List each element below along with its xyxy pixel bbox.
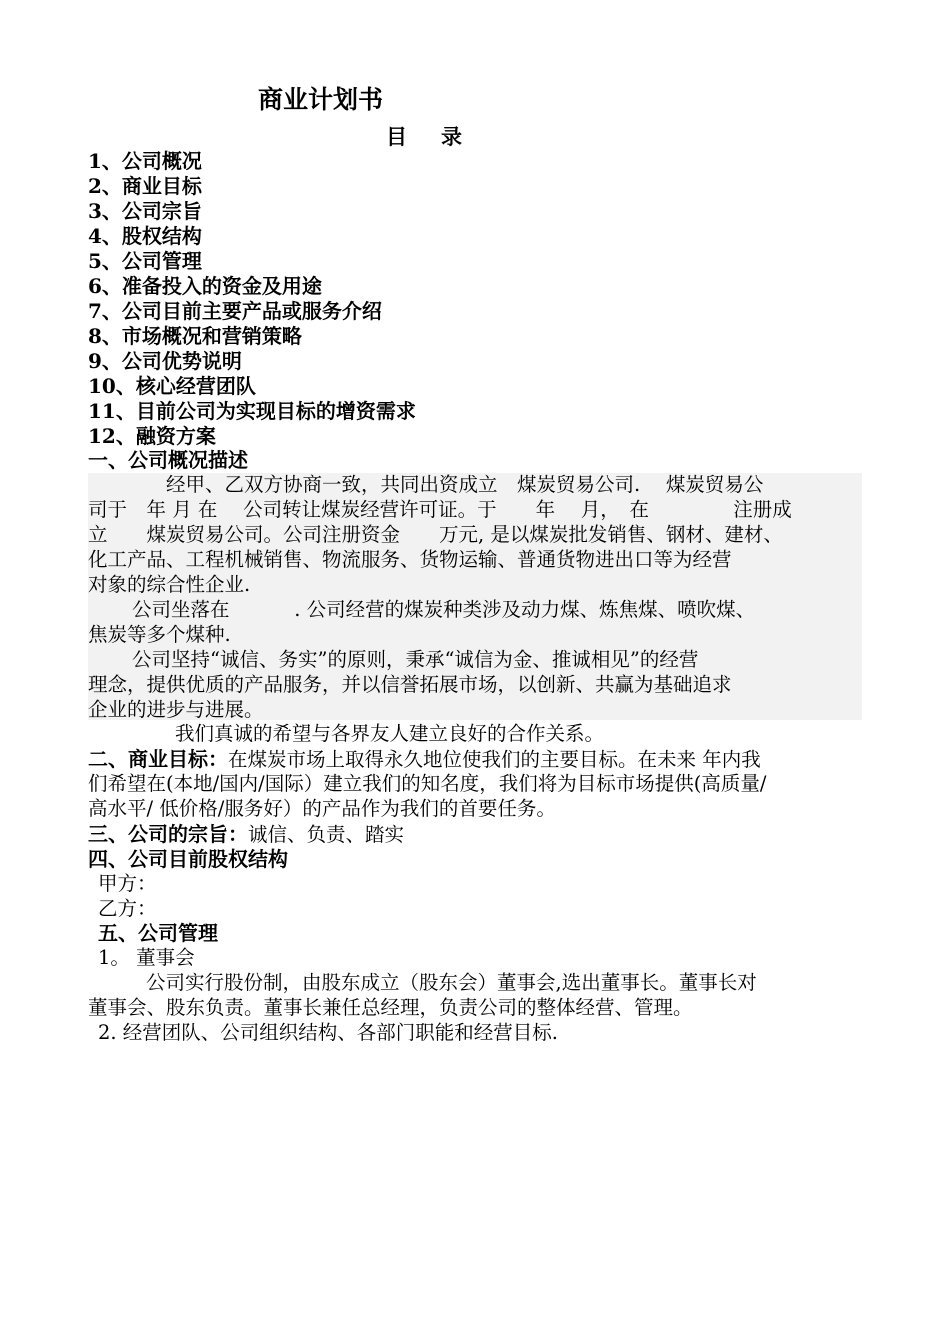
section-4-heading: 四、公司目前股权结构 (88, 847, 288, 871)
section-2-line: 在煤炭市场上取得永久地位使我们的主要目标。在未来 年内我 (228, 748, 761, 771)
section-2-line: 们希望在(本地/国内/国际）建立我们的知名度，我们将为目标市场提供(高质量/ (88, 772, 767, 795)
toc-item: 11、目前公司为实现目标的增资需求 (88, 399, 416, 423)
section-1-line: 企业的进步与进展。 (88, 698, 264, 721)
section-1-line: 公司坐落在 . 公司经营的煤炭种类涉及动力煤、炼焦煤、喷吹煤、 (132, 598, 756, 621)
section-3-heading: 三、公司的宗旨： (88, 822, 248, 846)
section-2-heading: 二、商业目标： (88, 747, 228, 771)
toc-item: 8、市场概况和营销策略 (88, 324, 302, 348)
section-2-line: 高水平/ 低价格/服务好）的产品作为我们的首要任务。 (88, 797, 556, 820)
document-title: 商业计划书 (258, 85, 384, 114)
toc-item: 12、融资方案 (88, 424, 216, 448)
section-2-first-line (88, 747, 761, 772)
section-5-item-2: 2. 经营团队、公司组织结构、各部门职能和经营目标. (98, 1021, 559, 1044)
section-1-line: 我们真诚的希望与各界友人建立良好的合作关系。 (175, 722, 605, 745)
shareholder-b: 乙方： (98, 897, 157, 920)
toc-item: 3、公司宗旨 (88, 199, 202, 223)
toc-item: 5、公司管理 (88, 249, 202, 273)
toc-heading (386, 124, 462, 150)
section-1-line: 司于 年 月 在 公司转让煤炭经营许可证。于 年 月， 在 注册成 (88, 498, 792, 521)
toc-item: 10、核心经营团队 (88, 374, 256, 398)
section-1-line: 公司坚持“诚信、务实”的原则，秉承“诚信为金、推诚相见”的经营 (132, 648, 699, 671)
table-of-contents (88, 149, 416, 449)
toc-item: 1、公司概况 (88, 149, 202, 173)
section-3-line (88, 822, 404, 847)
section-5-item-1: 1。 董事会 (98, 946, 195, 969)
toc-item: 9、公司优势说明 (88, 349, 242, 373)
toc-item: 6、准备投入的资金及用途 (88, 274, 322, 298)
toc-item: 2、商业目标 (88, 174, 202, 198)
section-1-line: 理念，提供优质的产品服务，并以信誉拓展市场，以创新、共赢为基础追求 (88, 673, 732, 696)
section-1-line: 经甲、乙双方协商一致，共同出资成立 煤炭贸易公司. 煤炭贸易公 (166, 473, 764, 496)
section-1-line: 化工产品、工程机械销售、物流服务、货物运输、普通货物进出口等为经营 (88, 548, 732, 571)
section-1-line: 立 煤炭贸易公司。公司注册资金 万元, 是以煤炭批发销售、钢材、建材、 (88, 523, 783, 546)
section-5-heading: 五、公司管理 (98, 921, 218, 945)
section-1-line: 对象的综合性企业. (88, 573, 251, 596)
shareholder-a: 甲方： (98, 872, 157, 895)
toc-heading-left: 目 (386, 124, 407, 149)
toc-item: 4、股权结构 (88, 224, 202, 248)
section-5-line: 公司实行股份制，由股东成立（股东会）董事会,选出董事长。董事长对 (146, 971, 757, 994)
section-5-line: 董事会、股东负责。董事长兼任总经理，负责公司的整体经营、管理。 (88, 996, 693, 1019)
toc-heading-right: 录 (441, 124, 462, 149)
section-3-text: 诚信、负责、踏实 (248, 823, 405, 846)
section-1-line: 焦炭等多个煤种. (88, 623, 231, 646)
section-1-heading: 一、公司概况描述 (88, 448, 248, 472)
toc-item: 7、公司目前主要产品或服务介绍 (88, 299, 382, 323)
